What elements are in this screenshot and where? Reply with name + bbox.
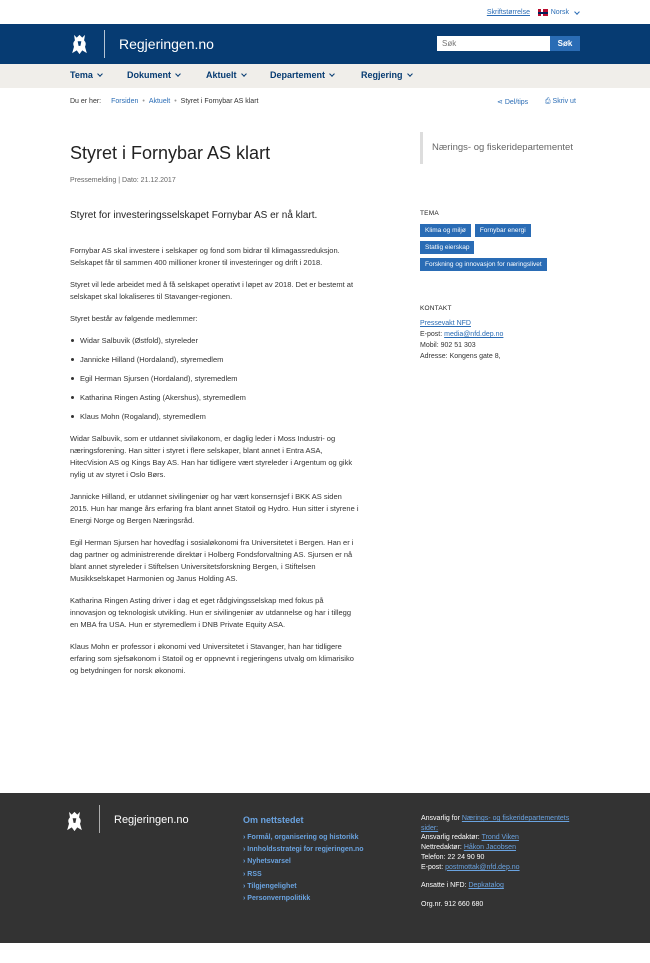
norway-flag-icon bbox=[538, 9, 548, 16]
article-lead: Styret for investeringsselskapet Fornybar AS er nå klart. bbox=[70, 210, 318, 221]
ministry-box[interactable]: Nærings- og fiskeridepartementet bbox=[420, 132, 580, 164]
contact-label: KONTAKT bbox=[420, 305, 452, 312]
article-body bbox=[70, 245, 360, 687]
tag-list bbox=[420, 224, 585, 271]
search-button[interactable]: Søk bbox=[550, 36, 580, 51]
editor-link[interactable]: Trond Viken bbox=[481, 834, 519, 842]
nav-item-regjering[interactable]: Regjering bbox=[361, 70, 412, 80]
language-selector[interactable] bbox=[538, 9, 579, 16]
tag-klima[interactable]: Klima og miljø bbox=[420, 224, 471, 237]
chevron-down-icon bbox=[175, 71, 181, 77]
paragraph: Egil Herman Sjursen har hovedfag i sosialøkonomi fra Universitetet i Bergen. Han er i dag partner og administrerende direktør i Holberg Fondsforvaltning AS. Sjursen er nå blant annet styreleder i Stiftelsen Universitetsforskning Bergen, i Stiftelsen Musikkselskapet Harmonien og Janus Holding AS. bbox=[70, 538, 354, 583]
contact-address: Adresse: Kongens gate 8, bbox=[420, 353, 501, 360]
breadcrumb-prefix: Du er her: bbox=[70, 98, 102, 105]
paragraph: Styret består av følgende medlemmer: bbox=[70, 314, 198, 323]
tema-label: TEMA bbox=[420, 210, 439, 217]
top-bar bbox=[0, 0, 650, 24]
list-item: Jannicke Hilland (Hordaland), styremedlem bbox=[70, 354, 360, 366]
org-number: Org.nr. 912 660 680 bbox=[421, 900, 484, 908]
page-title: Styret i Fornybar AS klart bbox=[70, 143, 271, 163]
footer-links bbox=[243, 832, 364, 905]
breadcrumb-separator: • bbox=[174, 98, 177, 105]
nav-item-tema[interactable]: Tema bbox=[70, 70, 102, 80]
chevron-down-icon bbox=[574, 9, 580, 15]
paragraph: Fornybar AS skal investere i selskaper og fond som bidrar til klimagassreduksjon. Selskapet får til sammen 400 millioner kroner til investeringer og drift i 2018. bbox=[70, 246, 340, 267]
footer-site-name[interactable]: Regjeringen.no bbox=[114, 814, 189, 826]
nav-item-departement[interactable]: Departement bbox=[270, 70, 334, 80]
paragraph: Klaus Mohn er professor i økonomi ved Universitetet i Stavanger, han har tidligere erfaring som sjefsøkonom i Statoil og er oppnevnt i regjeringens utvalg om klimarisiko og betydningen for norsk økonomi. bbox=[70, 642, 354, 675]
share-link[interactable]: ⋖ Del/tips bbox=[497, 99, 529, 106]
footer-about-heading: Om nettstedet bbox=[243, 815, 304, 825]
breadcrumb bbox=[70, 98, 258, 105]
footer-responsible: Ansvarlig for Nærings- og fiskeridepartementets sider: Ansvarlig redaktør: Trond Viken Nettredaktør: Håkon Jacobsen Telefon: 22 24 90 90 E-post: postmottak@nfd.dep.no Ansatte i NFD: Depkatalog Org.nr. 912 660 680 bbox=[421, 814, 586, 910]
article-meta: Pressemelding | Dato: 21.12.2017 bbox=[70, 177, 176, 184]
footer-link[interactable]: › Personvernpolitikk bbox=[243, 893, 364, 905]
footer-logo-divider bbox=[99, 805, 100, 833]
list-item: Klaus Mohn (Rogaland), styremedlem bbox=[70, 411, 360, 423]
print-link[interactable]: ⎙ Skriv ut bbox=[545, 98, 576, 105]
main-nav bbox=[0, 64, 650, 88]
contact-phone: Mobil: 902 51 303 bbox=[420, 342, 476, 349]
footer-link[interactable]: › Formål, organisering og historikk bbox=[243, 832, 364, 844]
depkatalog-link[interactable]: Depkatalog bbox=[468, 882, 504, 890]
bottom-strip bbox=[0, 943, 650, 963]
lion-logo-icon[interactable] bbox=[65, 810, 84, 832]
contact-email-link[interactable]: media@nfd.dep.no bbox=[444, 331, 504, 338]
print-icon: ⎙ bbox=[545, 98, 553, 105]
contact-block: Pressevakt NFD E-post: media@nfd.dep.no Mobil: 902 51 303 Adresse: Kongens gate 8, bbox=[420, 320, 504, 360]
responsible-link[interactable]: Nærings- og fiskeridepartementets sider: bbox=[421, 815, 570, 832]
tag-forskning[interactable]: Forskning og innovasjon for næringslivet bbox=[420, 258, 547, 271]
chevron-down-icon bbox=[241, 71, 247, 77]
logo-divider bbox=[104, 30, 105, 58]
footer-link[interactable]: › Nyhetsvarsel bbox=[243, 856, 364, 868]
list-item: Widar Salbuvik (Østfold), styreleder bbox=[70, 335, 360, 347]
lion-logo-icon[interactable] bbox=[70, 33, 89, 55]
share-icon: ⋖ bbox=[497, 99, 505, 106]
site-footer bbox=[0, 793, 650, 943]
list-item: Egil Herman Sjursen (Hordaland), styremedlem bbox=[70, 373, 360, 385]
footer-link[interactable]: › RSS bbox=[243, 869, 364, 881]
chevron-down-icon bbox=[97, 71, 103, 77]
nav-item-aktuelt[interactable]: Aktuelt bbox=[206, 70, 246, 80]
breadcrumb-home[interactable]: Forsiden bbox=[111, 98, 139, 105]
nav-item-dokument[interactable]: Dokument bbox=[127, 70, 180, 80]
paragraph: Widar Salbuvik, som er utdannet siviløkonom, er daglig leder i Moss Industri- og næringsforening. Han sitter i styret i flere selskaper, blant annet i Entra ASA, HitecVision AS og Kings Bay AS. Han har tidligere vært styreleder i Argentum og gikk nylig ut av styret i Oslo Børs. bbox=[70, 434, 353, 479]
language-label: Norsk bbox=[550, 9, 569, 16]
list-item: Katharina Ringen Asting (Akershus), styremedlem bbox=[70, 392, 360, 404]
tag-eierskap[interactable]: Statlig eierskap bbox=[420, 241, 474, 254]
footer-link[interactable]: › Innholdsstrategi for regjeringen.no bbox=[243, 844, 364, 856]
paragraph: Katharina Ringen Asting driver i dag et eget rådgivingsselskap med fokus på innovasjon og teknologisk utvikling. Hun er sivilingeniør av utdannelse og har i tillegg en MBA fra USA. Hun er styremedlem i DNB Private Equity ASA. bbox=[70, 596, 351, 629]
breadcrumb-separator: • bbox=[142, 98, 145, 105]
contact-name-link[interactable]: Pressevakt NFD bbox=[420, 320, 471, 327]
chevron-down-icon bbox=[329, 71, 335, 77]
footer-link[interactable]: › Tilgjengelighet bbox=[243, 881, 364, 893]
chevron-down-icon bbox=[407, 71, 413, 77]
footer-phone: Telefon: 22 24 90 90 bbox=[421, 853, 485, 861]
footer-email-link[interactable]: postmottak@nfd.dep.no bbox=[445, 863, 520, 871]
paragraph: Jannicke Hilland, er utdannet sivilingeniør og har vært konsernsjef i BKK AS siden 2015. Hun har mange års erfaring fra blant annet Statoil og Hydro. Hun sitter i styrene i Energi Norge og Bergen Næringsråd. bbox=[70, 492, 359, 525]
search-input[interactable] bbox=[437, 36, 550, 51]
breadcrumb-current: Styret i Fornybar AS klart bbox=[180, 98, 259, 105]
web-editor-link[interactable]: Håkon Jacobsen bbox=[463, 844, 516, 852]
paragraph: Styret vil lede arbeidet med å få selskapet operativt i løpet av 2018. Det er bestemt at selskapet skal lokaliseres til Stavanger-regionen. bbox=[70, 280, 354, 301]
breadcrumb-aktuelt[interactable]: Aktuelt bbox=[148, 98, 171, 105]
font-size-link[interactable]: Skriftstørrelse bbox=[486, 9, 530, 16]
member-list bbox=[70, 335, 360, 423]
tag-fornybar[interactable]: Fornybar energi bbox=[475, 224, 531, 237]
site-name[interactable]: Regjeringen.no bbox=[119, 36, 214, 52]
